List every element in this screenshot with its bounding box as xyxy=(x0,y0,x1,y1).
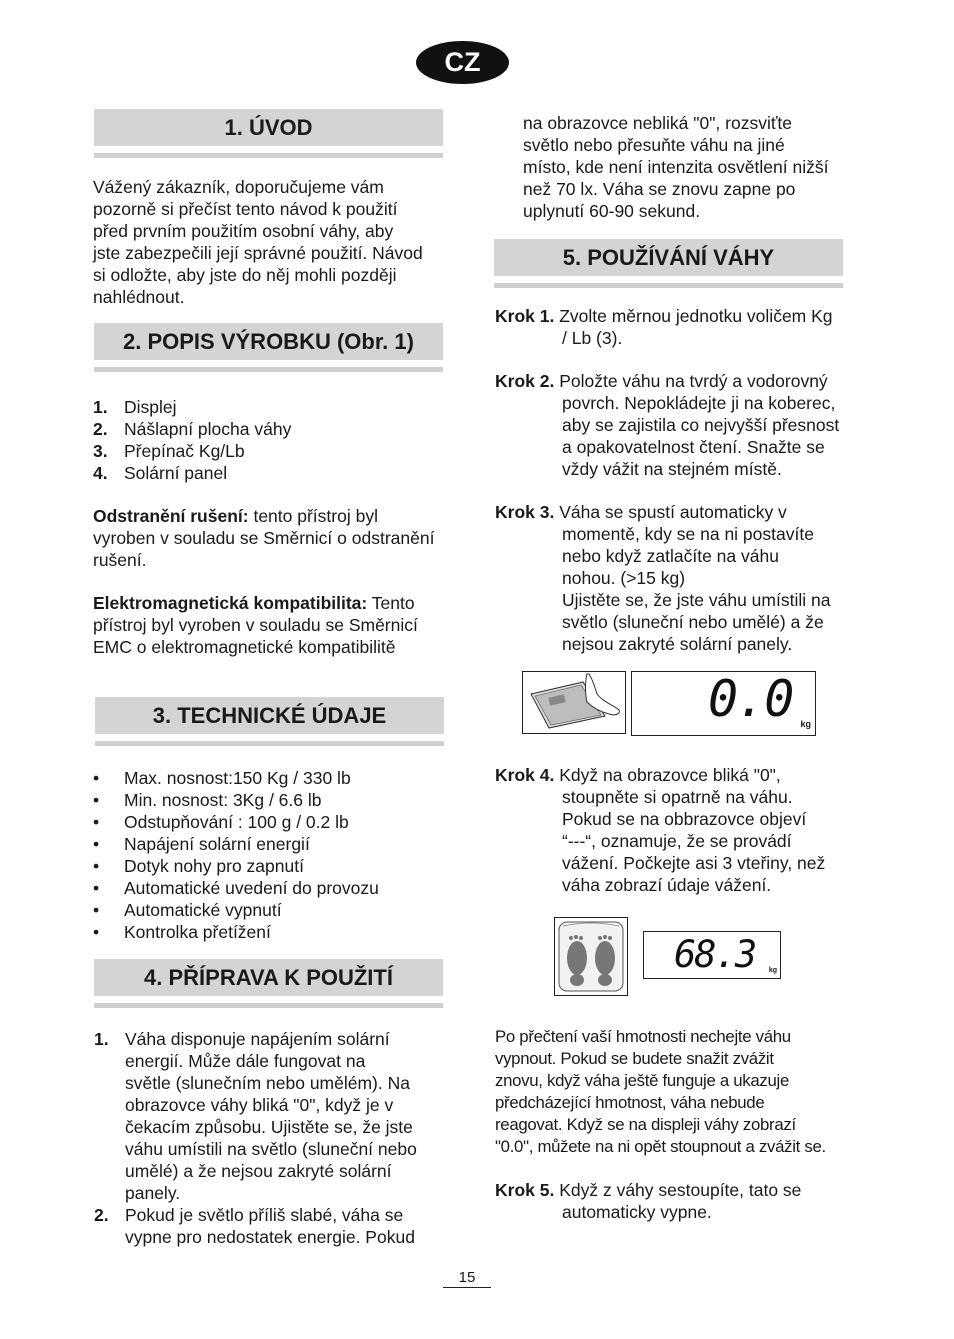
item-text: Napájení solární energií xyxy=(124,834,310,854)
list-item xyxy=(93,921,453,943)
text: Zvolte měrnou jednotku voličem Kg xyxy=(554,306,833,326)
step-4 xyxy=(495,764,845,896)
bullet: • xyxy=(93,922,100,942)
preparation-continued xyxy=(523,112,853,222)
text-line: obrazovce váhy bliká "0", když je v xyxy=(125,1095,394,1115)
scale-display-weight xyxy=(643,931,781,979)
preparation-item-1 xyxy=(94,1028,434,1204)
text-line: Ujistěte se, že jste váhu umístili na xyxy=(562,590,831,610)
text-line: světlo nebo přesuňte váhu na jiné xyxy=(523,135,785,155)
section-4-title: 4. PŘÍPRAVA K POUŽITÍ xyxy=(144,965,393,990)
list-item xyxy=(93,462,453,484)
text-line xyxy=(93,505,453,527)
scale-footprints-illustration xyxy=(554,917,628,996)
section-1-title: 1. ÚVOD xyxy=(224,115,313,140)
text-line xyxy=(495,305,845,327)
parts-list xyxy=(93,396,453,484)
emc-paragraph xyxy=(93,592,453,658)
text-line: nahlédnout. xyxy=(93,287,185,307)
text: Tento xyxy=(367,593,415,613)
list-item xyxy=(93,789,453,811)
text-line: stoupněte si opatrně na váhu. xyxy=(562,787,793,807)
text: Když z váhy sestoupíte, tato se xyxy=(554,1180,802,1200)
display-reading: 68.3 xyxy=(674,933,756,976)
scale-display-zero xyxy=(631,671,816,736)
item-text: Displej xyxy=(124,397,177,417)
scale-foot-icon xyxy=(523,672,625,733)
section-1-header xyxy=(94,109,443,146)
text-line: energií. Může dále fungovat na xyxy=(125,1051,366,1071)
step-2 xyxy=(495,370,845,480)
item-text: Automatické uvedení do provozu xyxy=(124,878,379,898)
preparation-item-2 xyxy=(94,1204,434,1248)
text-line: Pokud se na obbrazovce objeví xyxy=(562,809,807,829)
list-item xyxy=(93,811,453,833)
item-text: Přepínač Kg/Lb xyxy=(124,441,245,461)
list-item xyxy=(93,440,453,462)
display-unit: kg xyxy=(800,719,811,729)
display-unit: kg xyxy=(768,967,777,974)
text: tento přístroj byl xyxy=(248,506,378,526)
item-text: Nášlapní plocha váhy xyxy=(124,419,292,439)
text-line: světlo (sluneční nebo umělé) a že xyxy=(562,612,824,632)
list-item xyxy=(93,877,453,899)
text-line: před prvním použitím osobní váhy, aby xyxy=(93,221,394,241)
text-line: váhu umístili na světlo (sluneční nebo xyxy=(125,1139,417,1159)
divider xyxy=(494,283,843,288)
section-3-header xyxy=(95,697,444,734)
text-line: nohou. (>15 kg) xyxy=(562,568,686,588)
item-text: Odstupňování : 100 g / 0.2 lb xyxy=(124,812,349,832)
item-number: 2. xyxy=(94,1205,109,1225)
divider xyxy=(95,741,444,746)
item-number: 4. xyxy=(93,463,108,483)
text-line: pozorně si přečíst tento návod k použití xyxy=(93,199,398,219)
step-label: Krok 2. xyxy=(495,371,555,391)
bullet: • xyxy=(93,856,100,876)
bullet: • xyxy=(93,900,100,920)
text-line: vypne pro nedostatek energie. Pokud xyxy=(125,1227,415,1247)
text-line: předcházející hmotnost, váha nebude xyxy=(495,1093,765,1112)
bullet: • xyxy=(93,790,100,810)
interference-paragraph xyxy=(93,505,453,571)
item-number: 1. xyxy=(93,397,108,417)
list-item xyxy=(93,899,453,921)
text-line: reagovat. Když se na displeji váhy zobrazí xyxy=(495,1115,796,1134)
text-line: váha zobrazí údaje vážení. xyxy=(562,875,772,895)
text-line xyxy=(495,764,845,786)
page-number: 15 xyxy=(458,1269,476,1286)
list-item xyxy=(93,396,453,418)
scale-step-on-illustration xyxy=(522,671,626,734)
item-number: 3. xyxy=(93,441,108,461)
label: Odstranění rušení: xyxy=(93,506,249,526)
text-line: EMC o elektromagnetické kompatibilitě xyxy=(93,637,396,657)
list-item xyxy=(93,833,453,855)
item-text: Dotyk nohy pro zapnutí xyxy=(124,856,304,876)
step-label: Krok 5. xyxy=(495,1180,555,1200)
footprints-icon xyxy=(555,918,627,995)
item-text: Kontrolka přetížení xyxy=(124,922,271,942)
step-label: Krok 1. xyxy=(495,306,555,326)
text-line: na obrazovce nebliká "0", rozsviťte xyxy=(523,113,792,133)
text-line xyxy=(495,370,845,392)
bullet: • xyxy=(93,878,100,898)
list-item xyxy=(93,855,453,877)
bullet: • xyxy=(93,768,100,788)
bullet: • xyxy=(93,812,100,832)
step-1 xyxy=(495,305,845,349)
section-4-header xyxy=(94,959,443,996)
text-line: rušení. xyxy=(93,550,147,570)
text-line: Vážený zákazník, doporučujeme vám xyxy=(93,177,384,197)
text-line: "0.0", můžete na ni opět stoupnout a zvážit se. xyxy=(495,1137,826,1156)
text-line: přístroj byl vyroben v souladu se Směrnicí xyxy=(93,615,418,635)
text-line: si odložte, aby jste do něj mohli později xyxy=(93,265,397,285)
text-line: povrch. Nepokládejte ji na koberec, xyxy=(562,393,836,413)
step-label: Krok 3. xyxy=(495,502,555,522)
text-line: než 70 lx. Váha se znovu zapne po xyxy=(523,179,796,199)
text-line: / Lb (3). xyxy=(562,328,623,348)
tech-specs-list xyxy=(93,767,453,943)
section-2-title: 2. POPIS VÝROBKU (Obr. 1) xyxy=(123,329,414,354)
step-5 xyxy=(495,1179,845,1223)
text-line: panely. xyxy=(125,1183,181,1203)
text-line: umělé) a že nejsou zakryté solární xyxy=(125,1161,392,1181)
item-text: Automatické vypnutí xyxy=(124,900,282,920)
text-line: nejsou zakryté solární panely. xyxy=(562,634,793,654)
intro-paragraph xyxy=(93,176,453,308)
display-reading: 0.0 xyxy=(708,670,793,728)
text-line xyxy=(93,592,453,614)
text-line: vypnout. Pokud se budete snažit zvážit xyxy=(495,1049,774,1068)
bullet: • xyxy=(93,834,100,854)
text-line: automaticky vypne. xyxy=(562,1202,712,1222)
section-5-header xyxy=(494,239,843,276)
item-number: 1. xyxy=(94,1029,109,1049)
text-line: vždy vážit na stejném místě. xyxy=(562,459,782,479)
text-line: vyroben v souladu se Směrnicí o odstranění xyxy=(93,528,435,548)
text-line: Váha disponuje napájením solární xyxy=(125,1029,390,1049)
item-number: 2. xyxy=(93,419,108,439)
item-text: Max. nosnost:150 Kg / 330 lb xyxy=(124,768,351,788)
item-text: Min. nosnost: 3Kg / 6.6 lb xyxy=(124,790,322,810)
divider xyxy=(94,153,443,158)
text-line: Pokud je světlo příliš slabé, váha se xyxy=(125,1205,404,1225)
text-line: Po přečtení vaší hmotnosti nechejte váhu xyxy=(495,1027,791,1046)
step-label: Krok 4. xyxy=(495,765,555,785)
after-weighing-paragraph xyxy=(495,1026,845,1158)
text-line: jste zabezpečili její správné použití. Návod xyxy=(93,243,423,263)
divider xyxy=(94,367,443,372)
section-2-header xyxy=(94,323,443,360)
text-line: momentě, kdy se na ni postavíte xyxy=(562,524,814,544)
section-5-title: 5. POUŽÍVÁNÍ VÁHY xyxy=(562,245,775,270)
text-line: čekacím způsobu. Ujistěte se, že jste xyxy=(125,1117,413,1137)
label: Elektromagnetická kompatibilita: xyxy=(93,593,368,613)
text-line: uplynutí 60-90 sekund. xyxy=(523,201,701,221)
page-number-underline xyxy=(443,1287,491,1288)
step-3 xyxy=(495,501,845,655)
text-line: znovu, když váha ještě funguje a ukazuje xyxy=(495,1071,789,1090)
text: Položte váhu na tvrdý a vodorovný xyxy=(554,371,828,391)
text-line: nebo když zatlačíte na váhu xyxy=(562,546,779,566)
text-line: místo, kde není intenzita osvětlení nižší xyxy=(523,157,829,177)
text-line xyxy=(495,1179,845,1201)
text-line: “---“, oznamuje, že se provádí xyxy=(562,831,792,851)
text: Když na obrazovce bliká "0", xyxy=(554,765,781,785)
divider xyxy=(94,1003,443,1008)
text-line: světle (slunečním nebo umělém). Na xyxy=(125,1073,410,1093)
list-item xyxy=(93,767,453,789)
text-line xyxy=(495,501,845,523)
language-badge: CZ xyxy=(416,41,509,84)
section-3-title: 3. TECHNICKÉ ÚDAJE xyxy=(152,703,387,728)
item-text: Solární panel xyxy=(124,463,228,483)
text: Váha se spustí automaticky v xyxy=(554,502,787,522)
text-line: a opakovatelnost čtení. Snažte se xyxy=(562,437,825,457)
text-line: vážení. Počkejte asi 3 vteřiny, než xyxy=(562,853,826,873)
list-item xyxy=(93,418,453,440)
text-line: aby se zajistila co nejvyšší přesnost xyxy=(562,415,840,435)
